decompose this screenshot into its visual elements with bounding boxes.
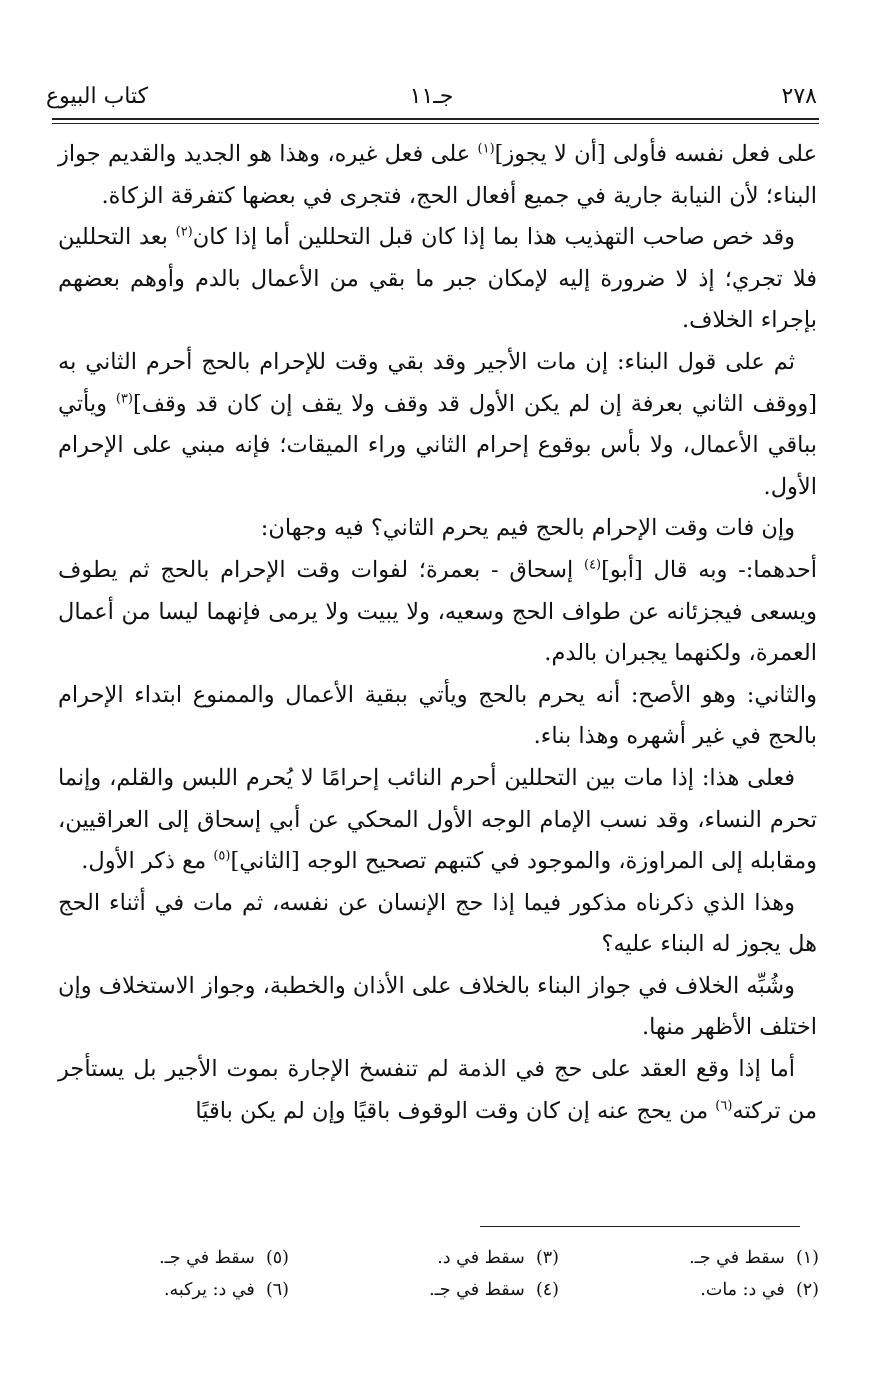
paragraph-text: إسحاق - بعمرة؛ لفوات وقت الإحرام بالحج ثم يطوف ويسعى فيجزئانه عن طواف الحج وسعيه، ولا يبيت ولا يرمى فإنهما ليسا من أعمال العمرة، ولكنهما يجبران بالدم. bbox=[58, 556, 817, 667]
footnote-text: سقط في جـ. bbox=[689, 1248, 785, 1268]
footnote-ref: (٤) bbox=[583, 557, 602, 573]
footnote-text: سقط في د. bbox=[437, 1248, 525, 1268]
paragraph-text: أما إذا وقع العقد على حج في الذمة لم تنفسخ الإجارة بموت الأجير بل يستأجر من تركته bbox=[58, 1056, 817, 1124]
footnote-number: (٣) bbox=[535, 1248, 559, 1268]
paragraph bbox=[58, 217, 817, 342]
paragraph-text: على فعل غيره، وهذا هو الجديد والقديم جواز البناء؛ لأن النيابة جارية في جميع أفعال الحج، فتجرى في بعضها كتفرقة الزكاة. bbox=[58, 141, 817, 209]
page-number: ٢٧٨ bbox=[781, 84, 817, 109]
footnote-item bbox=[437, 1243, 559, 1273]
paragraph-text: ثم على قول البناء: إن مات الأجير وقد بقي وقت للإحرام بالحج أحرم الثاني به [ووقف الثاني بعرفة إن لم يكن الأول قد وقف ولا يقف إن كان قد وقف] bbox=[58, 348, 817, 417]
header-rule-thin bbox=[52, 123, 819, 124]
footnote-ref: (٢) bbox=[175, 224, 193, 240]
paragraph bbox=[58, 758, 817, 883]
header-rule-thick bbox=[52, 118, 819, 120]
book-title: كتاب البيوع bbox=[46, 84, 149, 109]
footnote-ref: (٣) bbox=[115, 391, 133, 407]
footnote-item bbox=[700, 1275, 819, 1305]
paragraph-text: على فعل نفسه فأولى [أن لا يجوز] bbox=[494, 141, 818, 167]
paragraph: وإن فات وقت الإحرام بالحج فيم يحرم الثاني؟ فيه وجهان: bbox=[260, 515, 795, 542]
footnote-separator bbox=[480, 1226, 800, 1227]
paragraph: وهذا الذي ذكرناه مذكور فيما إذا حج الإنسان عن نفسه، ثم مات في أثناء الحج هل يجوز له البناء عليه؟ bbox=[58, 889, 817, 958]
volume-label: جـ١١ bbox=[409, 84, 454, 109]
footnote-item bbox=[164, 1275, 289, 1305]
paragraph bbox=[58, 550, 817, 675]
paragraph: والثاني: وهو الأصح: أنه يحرم بالحج ويأتي ببقية الأعمال والممنوع ابتداء الإحرام بالحج في غير أشهره وهذا بناء. bbox=[58, 681, 817, 750]
paragraph-text: بعد التحللين فلا تجري؛ إذ لا ضرورة إليه لإمكان جبر ما بقي من الأعمال بالدم وأوهم بعضهم بإجراء الخلاف. bbox=[58, 224, 818, 334]
page-header bbox=[46, 82, 817, 118]
footnote-number: (١) bbox=[795, 1248, 819, 1268]
footnote-text: سقط في جـ. bbox=[159, 1248, 255, 1268]
footnotes bbox=[60, 1243, 819, 1323]
footnote-number: (٢) bbox=[795, 1280, 819, 1300]
footnote-text: في د: مات. bbox=[700, 1280, 785, 1300]
footnote-number: (٤) bbox=[535, 1280, 559, 1300]
footnote-ref: (٦) bbox=[715, 1098, 733, 1114]
footnote-item bbox=[429, 1275, 559, 1305]
paragraph-text: وقد خص صاحب التهذيب هذا بما إذا كان قبل التحللين أما إذا كان bbox=[192, 224, 795, 251]
footnote-text: في د: يركبه. bbox=[163, 1280, 255, 1300]
footnote-number: (٥) bbox=[265, 1248, 289, 1268]
paragraph bbox=[58, 134, 817, 217]
footnote-text: سقط في جـ. bbox=[429, 1280, 525, 1300]
paragraph-text: مع ذكر الأول. bbox=[81, 848, 214, 875]
footnote-item bbox=[159, 1243, 289, 1273]
footnote-number: (٦) bbox=[265, 1280, 289, 1300]
footnote-item bbox=[689, 1243, 819, 1273]
footnote-ref: (٥) bbox=[213, 848, 231, 864]
paragraph-text: ويأتي بباقي الأعمال، ولا بأس بوقوع إحرام الثاني وراء الميقات؛ فإنه مبني على الإحرام الأول. bbox=[58, 390, 817, 500]
paragraph bbox=[58, 342, 817, 508]
paragraph-text: من يحج عنه إن كان وقت الوقوف باقيًا وإن لم يكن باقيًا bbox=[195, 1097, 716, 1124]
main-text bbox=[58, 134, 817, 1132]
footnote-ref: (١) bbox=[477, 141, 495, 157]
paragraph-text: أحدهما:- وبه قال [أبو] bbox=[601, 556, 817, 583]
paragraph bbox=[58, 1049, 817, 1132]
paragraph: وشُبِّه الخلاف في جواز البناء بالخلاف على الأذان والخطبة، وجواز الاستخلاف وإن اختلف الأظهر منها. bbox=[58, 972, 817, 1041]
paragraph-text: فعلى هذا: إذا مات بين التحللين أحرم النائب إحرامًا لا يُحرم اللبس والقلم، وإنما تحرم النساء، وقد نسب الإمام الوجه الأول المحكي عن أبي إسحاق إلى العراقيين، ومقابله إلى المراوزة، والموجود في كتبهم تصحيح الوجه [الثاني] bbox=[58, 764, 817, 875]
